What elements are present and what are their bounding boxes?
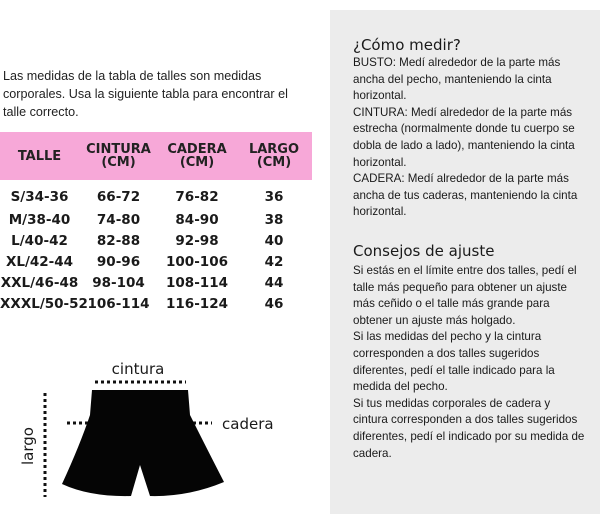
waist-label: cintura <box>111 360 165 378</box>
measure-hip: CADERA: Medí alrededor de la parte más ancha de tus caderas, manteniendo la cinta horizontal. <box>353 172 578 219</box>
cell-cadera: 84-90 <box>175 211 219 228</box>
cell-largo: 38 <box>264 211 284 228</box>
cell-talle: S/34-36 <box>10 188 69 205</box>
info-panel <box>330 10 600 514</box>
header-cintura: CINTURA (CM) <box>79 132 158 180</box>
shorts-silhouette-icon <box>62 390 224 496</box>
cell-cadera: 108-114 <box>166 274 228 291</box>
cell-largo: 40 <box>264 232 284 249</box>
header-cadera: CADERA (CM) <box>158 132 236 180</box>
cell-cadera: 76-82 <box>175 188 219 205</box>
table-row <box>0 230 312 251</box>
measure-waist: CINTURA: Medí alrededor de la parte más estrecha (normalmente donde tu cuerpo se dobla de lado a lado), manteniendo la cinta horizontal. <box>353 105 575 169</box>
header-talle: TALLE <box>0 132 79 180</box>
how-to-measure-title: ¿Cómo medir? <box>353 36 461 54</box>
cell-largo: 44 <box>264 274 284 291</box>
cell-largo: 42 <box>264 253 284 270</box>
table-row <box>0 293 312 314</box>
cell-cintura: 98-104 <box>92 274 145 291</box>
measure-bust: BUSTO: Medí alrededor de la parte más ancha del pecho, manteniendo la cinta horizontal. <box>353 56 561 103</box>
fit-tip: Si tus medidas corporales de cadera y cintura corresponden a dos talles sugeridos diferentes, pedí el indicado por su medida de cadera. <box>353 396 585 460</box>
hip-label: cadera <box>222 415 274 433</box>
cell-largo: 36 <box>264 188 284 205</box>
cell-cintura: 82-88 <box>96 232 141 249</box>
cell-largo: 46 <box>264 295 284 312</box>
size-table <box>0 132 312 314</box>
fit-tips-text <box>353 263 585 462</box>
cell-cintura: 66-72 <box>96 188 141 205</box>
cell-cadera: 92-98 <box>175 232 219 249</box>
table-row <box>0 272 312 293</box>
cell-talle: XXXL/50-52 <box>0 295 88 312</box>
length-label: largo <box>19 427 37 465</box>
fit-tips-title: Consejos de ajuste <box>353 242 495 260</box>
cell-talle: L/40-42 <box>11 232 68 249</box>
how-to-measure-text <box>353 55 585 221</box>
cell-cintura: 90-96 <box>96 253 141 270</box>
cell-cadera: 100-106 <box>166 253 228 270</box>
cell-cadera: 116-124 <box>166 295 228 312</box>
table-row <box>0 209 312 230</box>
fit-tip: Si las medidas del pecho y la cintura corresponden a dos talles sugeridos diferentes, pedí el talle indicado para la medida del pecho. <box>353 330 555 394</box>
table-row <box>0 180 312 209</box>
cell-talle: M/38-40 <box>8 211 71 228</box>
fit-tip: Si estás en el límite entre dos talles, pedí el talle más pequeño para obtener un ajuste más ceñido o el talle más grande para obtener un ajuste más holgado. <box>353 264 577 327</box>
cell-cintura: 106-114 <box>87 295 150 312</box>
intro-text: Las medidas de la tabla de talles son medidas corporales. Usa la siguiente tabla para encontrar el talle correcto. <box>3 69 288 119</box>
header-largo: LARGO (CM) <box>236 132 312 180</box>
shorts-diagram <box>0 345 322 514</box>
table-row <box>0 251 312 272</box>
cell-talle: XXL/46-48 <box>0 274 79 291</box>
cell-talle: XL/42-44 <box>5 253 74 270</box>
size-table-header-row <box>0 132 312 180</box>
cell-cintura: 74-80 <box>96 211 141 228</box>
